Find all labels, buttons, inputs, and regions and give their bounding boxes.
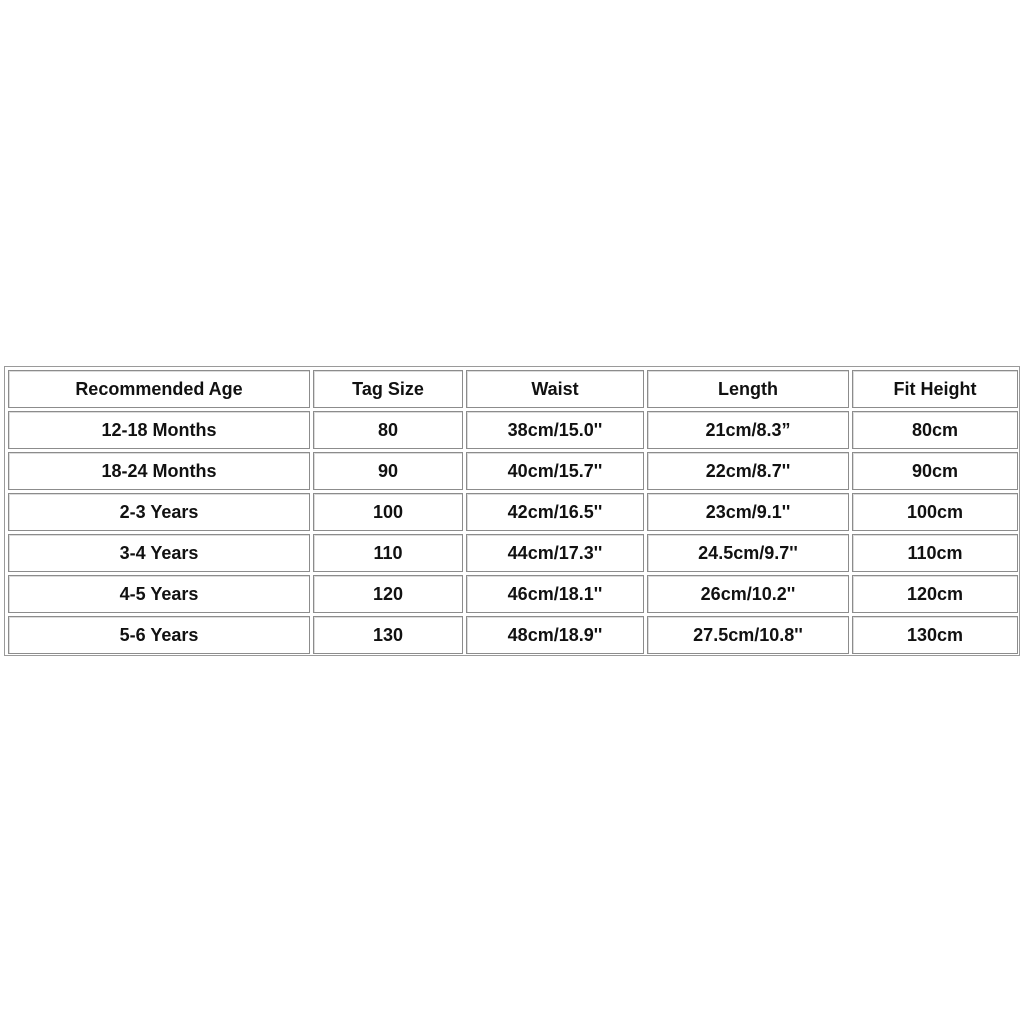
- cell-fit-height: 90cm: [852, 452, 1018, 490]
- cell-recommended-age: 2-3 Years: [8, 493, 310, 531]
- cell-waist: 42cm/16.5'': [466, 493, 644, 531]
- cell-fit-height: 110cm: [852, 534, 1018, 572]
- cell-recommended-age: 5-6 Years: [8, 616, 310, 654]
- cell-waist: 48cm/18.9'': [466, 616, 644, 654]
- header-length: Length: [647, 370, 849, 408]
- cell-fit-height: 130cm: [852, 616, 1018, 654]
- table-row: [8, 493, 1018, 531]
- cell-length: 26cm/10.2'': [647, 575, 849, 613]
- table-row: [8, 616, 1018, 654]
- header-fit-height: Fit Height: [852, 370, 1018, 408]
- table-row: [8, 534, 1018, 572]
- table-row: [8, 575, 1018, 613]
- cell-recommended-age: 3-4 Years: [8, 534, 310, 572]
- size-chart-table-frame: [4, 366, 1020, 656]
- table-row: [8, 452, 1018, 490]
- cell-fit-height: 120cm: [852, 575, 1018, 613]
- size-chart-table: [5, 367, 1021, 657]
- cell-recommended-age: 18-24 Months: [8, 452, 310, 490]
- cell-tag-size: 130: [313, 616, 463, 654]
- cell-tag-size: 120: [313, 575, 463, 613]
- header-tag-size: Tag Size: [313, 370, 463, 408]
- cell-length: 21cm/8.3”: [647, 411, 849, 449]
- table-header-row: [8, 370, 1018, 408]
- cell-tag-size: 90: [313, 452, 463, 490]
- cell-waist: 40cm/15.7'': [466, 452, 644, 490]
- header-waist: Waist: [466, 370, 644, 408]
- cell-tag-size: 100: [313, 493, 463, 531]
- header-recommended-age: Recommended Age: [8, 370, 310, 408]
- cell-fit-height: 100cm: [852, 493, 1018, 531]
- cell-length: 24.5cm/9.7'': [647, 534, 849, 572]
- cell-recommended-age: 4-5 Years: [8, 575, 310, 613]
- cell-length: 23cm/9.1'': [647, 493, 849, 531]
- cell-tag-size: 80: [313, 411, 463, 449]
- cell-tag-size: 110: [313, 534, 463, 572]
- cell-waist: 38cm/15.0'': [466, 411, 644, 449]
- cell-waist: 44cm/17.3'': [466, 534, 644, 572]
- cell-length: 27.5cm/10.8'': [647, 616, 849, 654]
- cell-fit-height: 80cm: [852, 411, 1018, 449]
- cell-waist: 46cm/18.1'': [466, 575, 644, 613]
- cell-recommended-age: 12-18 Months: [8, 411, 310, 449]
- cell-length: 22cm/8.7'': [647, 452, 849, 490]
- table-row: [8, 411, 1018, 449]
